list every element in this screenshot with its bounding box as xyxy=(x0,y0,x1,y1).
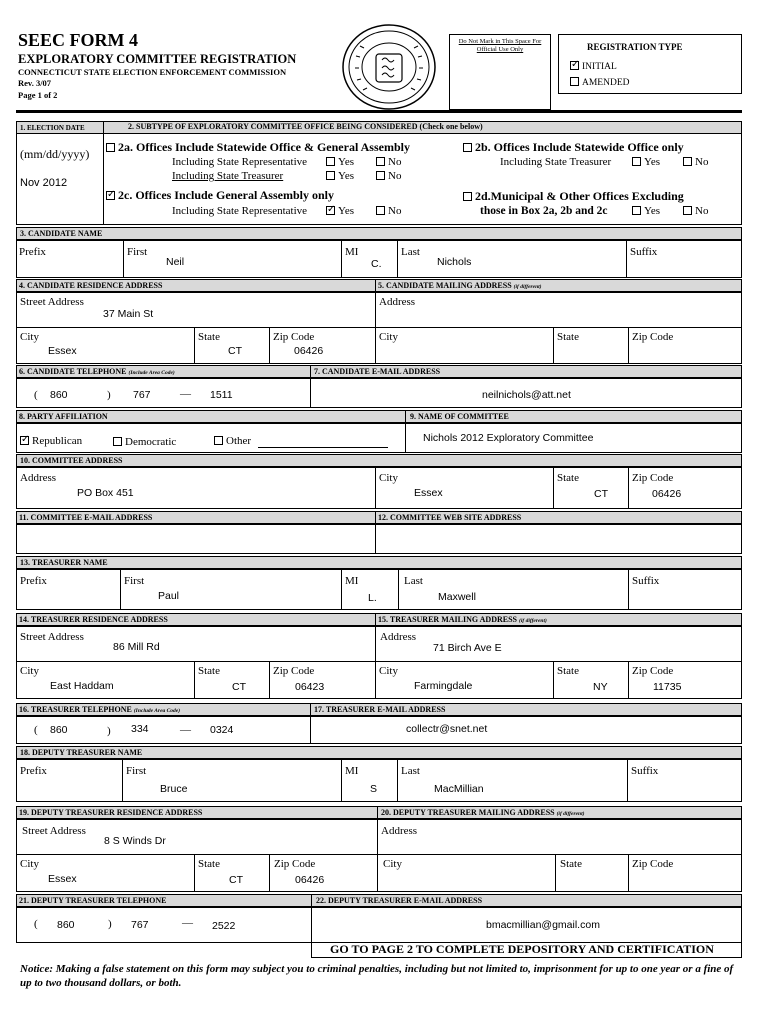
yes-label: Yes xyxy=(644,205,661,217)
treasurer-last-name[interactable]: Maxwell xyxy=(438,591,476,603)
state-label: State xyxy=(198,331,220,343)
treasurer-mail-city-label: City xyxy=(379,665,398,677)
treasurer-zip[interactable]: 06423 xyxy=(295,681,325,693)
option-2a-checkbox[interactable] xyxy=(106,143,115,152)
election-date-label: 1. ELECTION DATE xyxy=(16,121,104,134)
last-label: Last xyxy=(401,246,420,258)
phone-open: ( xyxy=(34,918,38,930)
treasurer-state-label: State xyxy=(198,665,220,677)
yes-label: Yes xyxy=(644,156,661,168)
option-2c-rep-yes[interactable] xyxy=(326,205,354,217)
phone-open: ( xyxy=(34,724,38,736)
phone-dash: — xyxy=(180,724,191,736)
section-21-label: 21. DEPUTY TREASURER TELEPHONE xyxy=(19,896,167,905)
reg-amended-label: AMENDED xyxy=(582,78,630,88)
no-label: No xyxy=(695,156,709,168)
deputy-phone-line[interactable]: 2522 xyxy=(212,920,236,932)
treasurer-mi-label: MI xyxy=(345,575,359,587)
option-2a[interactable] xyxy=(106,140,410,155)
phone-dash: — xyxy=(180,388,191,400)
deputy-prefix-label: Prefix xyxy=(20,765,47,777)
checkbox[interactable] xyxy=(683,157,692,166)
committee-zip-label: Zip Code xyxy=(632,472,674,484)
treasurer-email[interactable]: collectr@snet.net xyxy=(406,723,488,735)
checkbox[interactable] xyxy=(632,206,641,215)
reg-initial-option[interactable] xyxy=(570,61,617,72)
option-2c-title: 2c. Offices Include General Assembly only xyxy=(118,188,334,202)
section-6-title: 6. CANDIDATE TELEPHONE xyxy=(19,367,127,376)
treasurer-last-label: Last xyxy=(404,575,423,587)
mi-label: MI xyxy=(345,246,359,258)
state-seal-icon xyxy=(340,22,438,112)
committee-zip[interactable]: 06426 xyxy=(652,488,682,500)
treasurer-street[interactable]: 86 Mill Rd xyxy=(113,641,160,653)
checkbox[interactable] xyxy=(326,171,335,180)
section-7-label: 7. CANDIDATE E-MAIL ADDRESS xyxy=(314,367,441,376)
option-2a-rep-yes[interactable] xyxy=(326,156,354,168)
option-2b-yes[interactable] xyxy=(632,156,660,168)
section-21-22-box xyxy=(16,907,742,943)
checkbox[interactable] xyxy=(376,171,385,180)
treasurer-mail-zip[interactable]: 11735 xyxy=(653,681,682,693)
page-number: Page 1 of 2 xyxy=(18,90,58,100)
city-label: City xyxy=(20,331,39,343)
treasurer-mail-address-label: Address xyxy=(380,631,417,643)
deputy-first-label: First xyxy=(126,765,147,777)
option-2d-checkbox[interactable] xyxy=(463,192,472,201)
option-2c-checkbox[interactable] xyxy=(106,191,115,200)
date-format: (mm/dd/yyyy) xyxy=(20,147,90,161)
republican-checkbox[interactable] xyxy=(20,436,29,445)
committee-address[interactable]: PO Box 451 xyxy=(77,487,134,499)
no-label: No xyxy=(695,205,709,217)
mail-state-label: State xyxy=(557,331,579,343)
deputy-email[interactable]: bmacmillian@gmail.com xyxy=(486,919,600,931)
registration-type-title: REGISTRATION TYPE xyxy=(587,42,683,52)
deputy-mail-zip-label: Zip Code xyxy=(632,858,674,870)
deputy-first-name[interactable]: Bruce xyxy=(160,783,188,795)
yes-label: Yes xyxy=(338,156,355,168)
deputy-street-label: Street Address xyxy=(22,825,86,837)
checkbox[interactable] xyxy=(326,157,335,166)
subtype-label: 2. SUBTYPE OF EXPLORATORY COMMITTEE OFFICE BEING CONSIDERED (Check one below) xyxy=(128,122,483,131)
option-2b-no[interactable] xyxy=(683,156,708,168)
committee-email-field[interactable] xyxy=(20,528,370,550)
mailing-address-label: Address xyxy=(379,296,416,308)
deputy-mail-city-label: City xyxy=(383,858,402,870)
option-2b-treas-line xyxy=(500,156,611,168)
section-6-7-box xyxy=(16,378,742,408)
option-2a-rep-no[interactable] xyxy=(376,156,401,168)
first-label: First xyxy=(127,246,148,258)
candidate-mi[interactable]: C. xyxy=(371,258,382,270)
option-2d-line2: those in Box 2a, 2b and 2c xyxy=(480,205,608,217)
header-divider xyxy=(16,110,742,113)
section-15-title: 15. TREASURER MAILING ADDRESS xyxy=(378,615,517,624)
treasurer-city[interactable]: East Haddam xyxy=(50,680,114,692)
deputy-state[interactable]: CT xyxy=(229,874,243,886)
candidate-email[interactable]: neilnichols@att.net xyxy=(482,389,571,401)
treasurer-street-label: Street Address xyxy=(20,631,84,643)
treasurer-mail-address[interactable]: 71 Birch Ave E xyxy=(433,642,502,654)
candidate-phone-line[interactable]: 1511 xyxy=(210,389,233,401)
committee-name[interactable]: Nichols 2012 Exploratory Committee xyxy=(423,432,594,444)
treasurer-phone-prefix[interactable]: 334 xyxy=(131,723,149,735)
treasurer-mail-state-label: State xyxy=(557,665,579,677)
option-2b-title: 2b. Offices Include Statewide Office only xyxy=(475,140,684,154)
divider xyxy=(103,133,104,225)
treasurer-first-name[interactable]: Paul xyxy=(158,590,180,602)
treasurer-state[interactable]: CT xyxy=(232,681,246,693)
deputy-zip-label: Zip Code xyxy=(274,858,316,870)
yes-label: Yes xyxy=(338,205,355,217)
section-18-bar: 18. DEPUTY TREASURER NAME xyxy=(16,746,742,759)
deputy-city-label: City xyxy=(20,858,39,870)
official-use-text: Do Not Mark in This Space For Official Use Only xyxy=(458,38,542,53)
mail-zip-label: Zip Code xyxy=(632,331,674,343)
section-15-note: (if different) xyxy=(519,618,547,624)
section-19-20-box xyxy=(16,819,742,892)
treasurer-mi[interactable]: L. xyxy=(368,592,377,604)
section-16-title: 16. TREASURER TELEPHONE xyxy=(19,705,132,714)
deputy-last-label: Last xyxy=(401,765,420,777)
no-label: No xyxy=(388,156,402,168)
checkbox[interactable] xyxy=(326,206,335,215)
deputy-area-code[interactable]: 860 xyxy=(57,919,75,931)
form-subtitle: EXPLORATORY COMMITTEE REGISTRATION xyxy=(18,52,297,66)
option-2d[interactable] xyxy=(463,189,684,204)
deputy-mi-label: MI xyxy=(345,765,359,777)
section-3-bar: 3. CANDIDATE NAME xyxy=(16,227,742,240)
committee-state[interactable]: CT xyxy=(594,488,608,500)
checkbox[interactable] xyxy=(683,206,692,215)
section-16-note: (Include Area Code) xyxy=(133,708,181,714)
checkbox[interactable] xyxy=(376,206,385,215)
reg-initial-checkbox[interactable] xyxy=(570,61,579,70)
section-8-9-bar xyxy=(16,410,742,423)
candidate-city[interactable]: Essex xyxy=(48,345,77,357)
suffix-label: Suffix xyxy=(630,246,658,258)
option-2a-treas-yes[interactable] xyxy=(326,170,354,182)
option-2c-rep-line xyxy=(172,205,307,217)
option-2c[interactable] xyxy=(106,188,334,203)
reg-amended-checkbox[interactable] xyxy=(570,77,579,86)
street-address-label: Street Address xyxy=(20,296,84,308)
party-democratic[interactable] xyxy=(113,436,176,448)
candidate-area-code[interactable]: 860 xyxy=(50,389,68,401)
other-checkbox[interactable] xyxy=(214,436,223,445)
treasurer-mail-zip-label: Zip Code xyxy=(632,665,674,677)
committee-address-label: Address xyxy=(20,472,57,484)
option-2a-treas-line xyxy=(172,170,283,182)
candidate-first-name[interactable]: Neil xyxy=(166,256,185,268)
option-2c-rep-no[interactable] xyxy=(376,205,401,217)
treasurer-city-label: City xyxy=(20,665,39,677)
committee-state-label: State xyxy=(557,472,579,484)
option-2c-line1: Including State Representative xyxy=(172,205,308,217)
no-label: No xyxy=(388,205,402,217)
section-5-title: 5. CANDIDATE MAILING ADDRESS xyxy=(378,281,512,290)
candidate-zip[interactable]: 06426 xyxy=(294,345,324,357)
section-9-label: 9. NAME OF COMMITTEE xyxy=(410,412,509,421)
mail-city-label: City xyxy=(379,331,398,343)
option-2b-line1: Including State Treasurer xyxy=(500,156,612,168)
other-label: Other xyxy=(226,435,252,447)
republican-label: Republican xyxy=(32,435,83,447)
democratic-label: Democratic xyxy=(125,436,177,448)
candidate-phone-prefix[interactable]: 767 xyxy=(133,389,151,401)
checkbox[interactable] xyxy=(376,157,385,166)
deputy-street[interactable]: 8 S Winds Dr xyxy=(104,835,166,847)
party-other[interactable] xyxy=(214,435,251,447)
other-party-line xyxy=(258,447,388,448)
treasurer-mail-state[interactable]: NY xyxy=(593,681,608,693)
section-10-bar: 10. COMMITTEE ADDRESS xyxy=(16,454,742,467)
phone-open: ( xyxy=(34,389,38,401)
section-4-label: 4. CANDIDATE RESIDENCE ADDRESS xyxy=(19,281,163,290)
treasurer-suffix-label: Suffix xyxy=(632,575,660,587)
phone-close: ) xyxy=(108,918,112,930)
section-22-label: 22. DEPUTY TREASURER E-MAIL ADDRESS xyxy=(316,896,483,905)
committee-city[interactable]: Essex xyxy=(414,487,443,499)
deputy-zip[interactable]: 06426 xyxy=(295,874,325,886)
reg-initial-label: INITIAL xyxy=(582,62,617,72)
candidate-last-name[interactable]: Nichols xyxy=(437,256,472,268)
candidate-street[interactable]: 37 Main St xyxy=(103,308,154,320)
option-2a-line2: Including State Treasurer xyxy=(172,170,284,182)
option-2a-title: 2a. Offices Include Statewide Office & General Assembly xyxy=(118,140,410,154)
checkbox[interactable] xyxy=(632,157,641,166)
deputy-state-label: State xyxy=(198,858,220,870)
deputy-last-name[interactable]: MacMillian xyxy=(434,783,484,795)
deputy-mail-state-label: State xyxy=(560,858,582,870)
section-20-note: (if different) xyxy=(556,811,585,817)
treasurer-first-label: First xyxy=(124,575,145,587)
prefix-label: Prefix xyxy=(19,246,46,258)
reg-amended-option[interactable] xyxy=(570,77,630,88)
section-14-label: 14. TREASURER RESIDENCE ADDRESS xyxy=(19,615,168,624)
option-2d-title: 2d.Municipal & Other Offices Excluding xyxy=(475,189,684,203)
democratic-checkbox[interactable] xyxy=(113,437,122,446)
section-16-17-box xyxy=(16,716,742,744)
option-2a-treas-no[interactable] xyxy=(376,170,401,182)
section-13-bar: 13. TREASURER NAME xyxy=(16,556,742,569)
party-republican[interactable] xyxy=(20,435,82,447)
deputy-suffix-label: Suffix xyxy=(631,765,659,777)
option-2b[interactable] xyxy=(463,140,684,155)
option-2a-rep-line xyxy=(172,156,307,168)
deputy-city[interactable]: Essex xyxy=(48,873,77,885)
official-use-box xyxy=(449,34,551,110)
no-label: No xyxy=(388,170,402,182)
election-date-value[interactable]: Nov 2012 xyxy=(20,177,68,189)
phone-close: ) xyxy=(107,389,111,401)
notice-text: Notice: Making a false statement on this form may subject you to criminal penalties, including but not limited to, imprisonment for up to one year or a fine of up to two thousand dollars, or both. xyxy=(20,963,734,989)
section-8-label: 8. PARTY AFFILIATION xyxy=(19,412,108,421)
section-12-label: 12. COMMITTEE WEB SITE ADDRESS xyxy=(378,513,522,522)
form-title: SEEC FORM 4 xyxy=(18,30,139,50)
section-20-title: 20. DEPUTY TREASURER MAILING ADDRESS xyxy=(381,808,555,817)
zip-label: Zip Code xyxy=(273,331,315,343)
treasurer-phone-line[interactable]: 0324 xyxy=(210,724,234,736)
committee-city-label: City xyxy=(379,472,398,484)
section-19-label: 19. DEPUTY TREASURER RESIDENCE ADDRESS xyxy=(19,808,203,817)
option-2a-line1: Including State Representative xyxy=(172,156,308,168)
committee-website-field[interactable] xyxy=(380,528,735,550)
treasurer-mail-city[interactable]: Farmingdale xyxy=(414,680,473,692)
option-2d-yes[interactable] xyxy=(632,205,660,217)
deputy-mi[interactable]: S xyxy=(370,783,378,795)
goto-page-2: GO TO PAGE 2 TO COMPLETE DEPOSITORY AND CERTIFICATION xyxy=(330,942,714,956)
treasurer-area-code[interactable]: 860 xyxy=(50,724,68,736)
section-14-15-box xyxy=(16,626,742,699)
phone-dash: — xyxy=(182,917,193,929)
deputy-mail-address-label: Address xyxy=(381,825,418,837)
section-17-label: 17. TREASURER E-MAIL ADDRESS xyxy=(314,705,446,714)
treasurer-zip-label: Zip Code xyxy=(273,665,315,677)
treasurer-prefix-label: Prefix xyxy=(20,575,47,587)
option-2d-no[interactable] xyxy=(683,205,708,217)
section-11-label: 11. COMMITTEE E-MAIL ADDRESS xyxy=(19,513,153,522)
candidate-state[interactable]: CT xyxy=(228,345,242,357)
agency-name: CONNECTICUT STATE ELECTION ENFORCEMENT COMMISSION xyxy=(18,67,287,77)
revision: Rev. 3/07 xyxy=(18,78,52,88)
yes-label: Yes xyxy=(338,170,355,182)
section-5-note: (if different) xyxy=(513,284,542,290)
deputy-phone-prefix[interactable]: 767 xyxy=(131,919,149,931)
phone-close: ) xyxy=(107,725,111,737)
section-6-note: (Include Area Code) xyxy=(128,370,175,376)
option-2b-checkbox[interactable] xyxy=(463,143,472,152)
